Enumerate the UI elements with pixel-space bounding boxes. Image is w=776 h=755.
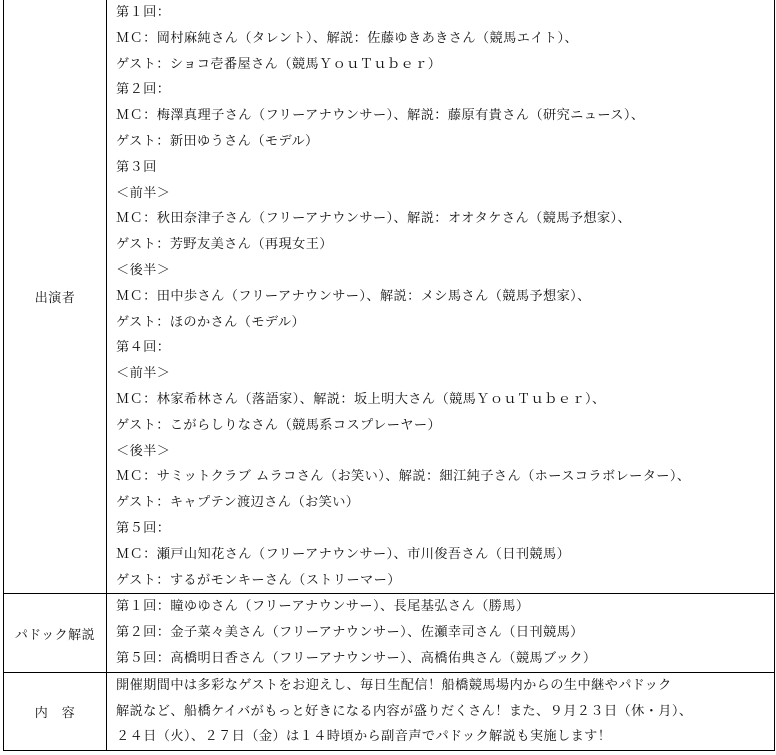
cast-line: 第３回 xyxy=(116,159,157,175)
cast-line: 第４回： xyxy=(116,340,171,356)
cast-line: ＜前半＞ xyxy=(116,366,171,382)
cast-line: ＭＣ：岡村麻純さん（タレント）、解説：佐藤ゆきあきさん（競馬エイト）、 xyxy=(116,30,579,46)
cast-line: ゲスト：ショコ壱番屋さん（競馬ＹｏｕＴｕｂｅｒ） xyxy=(116,56,442,72)
cast-line: 第５回： xyxy=(116,520,171,536)
cast-cell xyxy=(107,0,775,594)
paddock-cell xyxy=(107,594,775,672)
cast-line: ＭＣ：田中歩さん（フリーアナウンサー）、解説：メシ馬さん（競馬予想家）、 xyxy=(116,288,591,304)
cast-line: ＜後半＞ xyxy=(116,262,171,278)
cast-line: 第２回： xyxy=(116,82,171,98)
paddock-line: 第２回：金子菜々美さん（フリーアナウンサー）、佐瀬幸司さん（日刊競馬） xyxy=(116,625,584,641)
cast-line: ゲスト：するがモンキーさん（ストリーマー） xyxy=(116,572,401,588)
content-line: ２４日（火）、２７日（金）は１４時頃から副音声でパドック解説も実施します！ xyxy=(116,729,612,745)
content-cell xyxy=(107,672,775,750)
cast-line: ＭＣ：梅澤真理子さん（フリーアナウンサー）、解説：藤原有貴さん（研究ニュース）、 xyxy=(116,108,645,124)
content-header: 内 容 xyxy=(4,672,107,750)
cast-line: ＭＣ：秋田奈津子さん（フリーアナウンサー）、解説：オオタケさん（競馬予想家）、 xyxy=(116,211,632,227)
paddock-line: 第１回：瞳ゆゆさん（フリーアナウンサー）、長尾基弘さん（勝馬） xyxy=(116,599,530,615)
cast-line: ゲスト：ほのかさん（モデル） xyxy=(116,314,306,330)
cast-line: ゲスト：こがらしりなさん（競馬系コスプレーヤー） xyxy=(116,417,442,433)
cast-line: ＭＣ：瀬戸山知花さん（フリーアナウンサー）、市川俊吾さん（日刊競馬） xyxy=(116,546,571,562)
cast-line: ゲスト：芳野友美さん（再現女王） xyxy=(116,237,333,253)
cast-line: ＜後半＞ xyxy=(116,443,171,459)
cast-line: 第１回： xyxy=(116,5,171,20)
cast-line: ＭＣ：林家希林さん（落語家）、解説：坂上明大さん（競馬ＹｏｕＴｕｂｅｒ）、 xyxy=(116,391,606,407)
table-row xyxy=(4,672,775,750)
cast-line: ＜前半＞ xyxy=(116,185,171,201)
table-row xyxy=(4,0,775,594)
cast-line: ＭＣ：サミットクラブ ムラコさん（お笑い）、解説：細江純子さん（ホースコラボレーター）、 xyxy=(116,469,691,485)
cast-line: ゲスト：キャプテン渡辺さん（お笑い） xyxy=(116,495,360,511)
content-line: 解説など、船橋ケイバがもっと好きになる内容が盛りだくさん！また、９月２３日（休・月）、 xyxy=(116,703,693,719)
cast-line: ゲスト：新田ゆうさん（モデル） xyxy=(116,133,319,149)
paddock-line: 第５回：高橋明日香さん（フリーアナウンサー）、高橋佑典さん（競馬ブック） xyxy=(116,650,597,666)
paddock-header: パドック解説 xyxy=(4,594,107,672)
content-line: 開催期間中は多彩なゲストをお迎えし、毎日生配信！船橋競馬場内からの生中継やパドック xyxy=(116,677,672,693)
table-row xyxy=(4,594,775,672)
info-table xyxy=(3,0,775,751)
cast-header: 出演者 xyxy=(4,0,107,594)
